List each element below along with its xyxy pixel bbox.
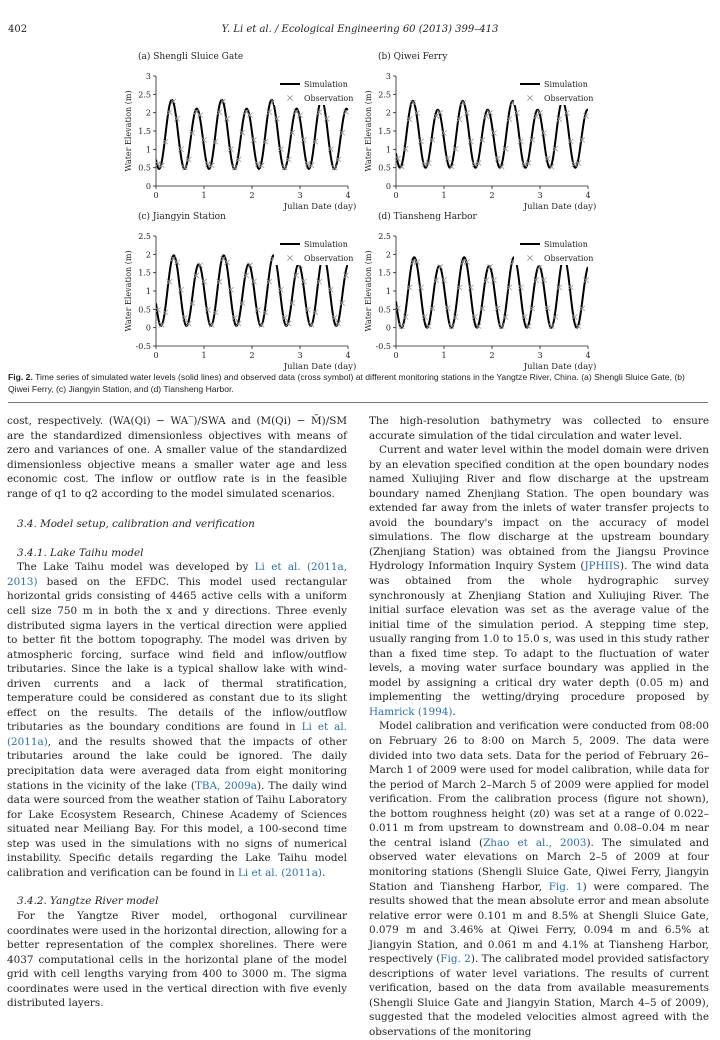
y-tick-label: 1	[385, 287, 391, 296]
y-tick-label: 0.5	[378, 163, 391, 173]
panel-label: (d) Tiansheng Harbor	[378, 212, 477, 222]
citation-link[interactable]: JPHIIS	[584, 560, 621, 573]
paragraph-calibration	[369, 719, 709, 1039]
x-tick-label: 4	[345, 191, 351, 200]
panel-label: (a) Shengli Sluice Gate	[138, 52, 244, 62]
legend-simulation-label: Simulation	[544, 80, 588, 89]
x-tick-label: 1	[441, 191, 447, 200]
x-tick-label: 3	[537, 351, 543, 360]
x-axis-label: Julian Date (day)	[523, 362, 597, 372]
y-axis-label: Water Elevation (m)	[364, 90, 373, 172]
y-tick-label: 1.5	[378, 127, 391, 136]
left-column	[7, 414, 347, 1011]
y-tick-label: 1	[385, 145, 391, 155]
simulation-series-line	[156, 100, 348, 169]
y-tick-label: 0.5	[138, 305, 151, 315]
x-axis-label: Julian Date (day)	[283, 362, 357, 372]
x-tick-label: 4	[585, 191, 591, 200]
x-tick-label: 0	[393, 351, 399, 360]
x-tick-label: 3	[537, 191, 543, 200]
y-tick-label: 2.5	[138, 90, 151, 100]
legend-observation-label: Observation	[304, 94, 354, 103]
y-tick-label: 0	[385, 182, 391, 191]
y-tick-label: 0	[385, 323, 391, 333]
y-tick-label: 0	[145, 182, 151, 191]
y-tick-label: 1.5	[378, 268, 391, 278]
paragraph-bathymetry: The high-resolution bathymetry was collected to ensure accurate simulation of the tidal circulation and water level.	[369, 415, 709, 442]
y-axis-label: Water Elevation (m)	[364, 250, 373, 332]
figure-link[interactable]: Fig. 2	[440, 953, 471, 966]
chart-panel-1	[124, 51, 356, 212]
citation-link[interactable]: Hamrick (1994)	[369, 705, 453, 718]
paragraph-lake-taihu	[7, 560, 347, 880]
text: ). The wind data was obtained from the whole hydrographic survey synchronously at Zhenjiang Station and Xuliujing River. The initial surface elevation was set as the average value of the initial time of the simulation period. A stepping time step, usually ranging from 1.0 to 15.0 s, was used in this study rather than a fixed time step. To adapt to the fluctuation of water levels, a moving water surface boundary was applied in the model by assigning a critical dry water depth (0.05 m) and implementing the wetting/drying procedure proposed by	[369, 560, 709, 704]
x-tick-label: 4	[585, 351, 591, 360]
text: ). The calibrated model provided satisfactory descriptions of water level variations. The results of current verification, based on the data from available measurements (Shengli Sluice Gate and Jiangyin Station, March 4–5 of 2009), suggested that the modeled velocities almost agreed with the observations of the monitoring	[369, 953, 709, 1038]
y-tick-label: 1	[145, 287, 151, 296]
legend-observation-label: Observation	[544, 94, 594, 103]
y-tick-label: 0.5	[378, 305, 391, 315]
y-tick-label: -0.5	[135, 342, 151, 351]
text: ). The simulated and observed water elevations on March 2–5 of 2009 at four monitoring stations (Shengli Sluice Gate, Qiwei Ferry, Jiangyin Station and Tiansheng Harbor,	[369, 836, 709, 893]
x-tick-label: 0	[153, 351, 159, 360]
paragraph-boundary	[369, 443, 709, 719]
section-heading-3-4-2: 3.4.2. Yangtze River model	[17, 895, 159, 908]
text: ) were compared. The results showed that the mean absolute error and mean absolute relative error were 0.101 m and 8.5% at Shengli Sluice Gate, 0.079 m and 3.46% at Qiwei Ferry, 0.094 m and 6.5% at Jiangyin Station, and 0.061 m and 4.1% at Tiansheng Harbor, respectively (	[369, 880, 709, 966]
legend-simulation-label: Simulation	[304, 80, 348, 89]
x-tick-label: 2	[489, 351, 495, 360]
y-tick-label: 0.5	[138, 163, 151, 173]
panel-label: (b) Qiwei Ferry	[378, 52, 448, 62]
text: .	[452, 705, 456, 718]
y-tick-label: 2	[385, 250, 391, 260]
text: Model calibration and verification were conducted from 08:00 on February 26 to 8:00 on March 5, 2009. The data were divided into two data sets. Data for the period of February 26–March 1 of 2009 were used for model calibration, while data for the period of March 2–March 5 of 2009 were applied for model verification. From the calibration process (figure not shown), the bottom roughness height (z0) was set at a range of 0.022–0.011 m from upstream to downstream and 0.08–0.04 m near the central island (	[369, 720, 709, 849]
x-axis-label: Julian Date (day)	[523, 202, 597, 212]
x-tick-label: 2	[249, 191, 255, 200]
right-column	[369, 414, 709, 1040]
caption-divider	[8, 402, 708, 403]
simulation-series-line	[156, 255, 348, 325]
caption-label: Fig. 2.	[8, 372, 33, 382]
figure-link[interactable]: Fig. 1	[548, 880, 583, 893]
chart-panel-2	[364, 51, 596, 212]
chart-panel-3	[124, 211, 356, 372]
x-tick-label: 1	[201, 351, 207, 360]
y-tick-label: 2.5	[138, 232, 151, 241]
text: based on the EFDC. This model used rectangular horizontal grids consisting of 4465 active cells with a uniform cell size 750 m in both the x and y directions. Three evenly distributed sigma layers in the vertical direction were applied to better fit the bottom topography. The model was driven by atmospheric forcing, surface wind field and inflow/outflow tributaries. Since the lake is a typical shallow lake with wind-driven currents and a lack of thermal stratification, temperature could be considered as constant due to its slight effect on the results. The details of the inflow/outflow tributaries as the boundary conditions are found in	[7, 575, 347, 734]
x-tick-label: 1	[201, 191, 207, 200]
legend-simulation-label: Simulation	[544, 240, 588, 249]
y-tick-label: 2	[145, 250, 151, 260]
running-head: Y. Li et al. / Ecological Engineering 60 (2013) 399–413	[221, 24, 499, 35]
citation-link[interactable]: Li et al. (2011a)	[237, 866, 322, 879]
paragraph-objectives: cost, respectively. (WA(Qi) − WA‾)/SWA and (M(Qi) − M̄)/SM are the standardized dimensionless objectives with means of zero and variances of one. A smaller value of the standardized dimensionless objective means a smaller water age and less economic cost. The inflow or outflow rate is in the feasible range of q1 to q2 according to the model simulated scenarios.	[7, 415, 347, 500]
y-axis-label: Water Elevation (m)	[124, 90, 133, 172]
figure-2-charts	[120, 46, 600, 372]
text: , and the results showed that the impacts of other tributaries around the lake could be ignored. The daily precipitation data were averaged data from eight monitoring stations in the vicinity of the lake (	[7, 735, 347, 792]
section-heading-3-4-1: 3.4.1. Lake Taihu model	[17, 546, 144, 559]
text: ). The daily wind data were sourced from the weather station of Taihu Laboratory for Lake Ecosystem Research, Chinese Academy of Sciences situated near Meiliang Bay. For this model, a 100-second time step was used in the simulations with no signs of numerical instability. Specific details regarding the Lake Taihu model calibration and verification can be found in	[7, 779, 347, 879]
x-tick-label: 0	[393, 191, 399, 200]
x-tick-label: 1	[441, 351, 447, 360]
x-tick-label: 4	[345, 351, 351, 360]
y-tick-label: -0.5	[375, 342, 391, 351]
y-tick-label: 1.5	[138, 268, 151, 278]
legend-simulation-label: Simulation	[304, 240, 348, 249]
section-heading-3-4: 3.4. Model setup, calibration and verification	[17, 518, 255, 531]
legend-observation-label: Observation	[304, 254, 354, 263]
citation-link[interactable]: TBA, 2009a	[194, 779, 257, 792]
figure-caption	[8, 371, 708, 395]
y-tick-label: 2	[145, 108, 151, 118]
x-tick-label: 0	[153, 191, 159, 200]
y-tick-label: 1	[145, 145, 151, 155]
chart-panel-4	[364, 211, 596, 372]
y-tick-label: 2	[385, 108, 391, 118]
text: .	[321, 866, 326, 879]
citation-link[interactable]: Li et al. (2011a, 2013)	[7, 561, 347, 588]
x-tick-label: 3	[297, 351, 303, 360]
caption-text: Time series of simulated water levels (solid lines) and observed data (cross symbol) at different monitoring stations in the Yangtze River, China. (a) Shengli Sluice Gate, (b) Qiwei Ferry, (c) Jiangyin Station, and (d) Tiansheng Harbor.	[8, 372, 685, 394]
y-tick-label: 2.5	[378, 232, 391, 241]
page-number: 402	[8, 24, 28, 35]
legend-observation-label: Observation	[544, 254, 594, 263]
citation-link[interactable]: Zhao et al., 2003	[483, 836, 587, 849]
y-tick-label: 3	[385, 72, 391, 81]
y-tick-label: 1.5	[138, 127, 151, 136]
paragraph-yangtze-model: For the Yangtze River model, orthogonal curvilinear coordinates were used in the horizontal direction, allowing for a better representation of the complex shorelines. There were 4037 computational cells in the horizontal plane of the model grid with cell lengths varying from 400 to 3000 m. The sigma coordinates were used in the vertical direction with five evenly distributed layers.	[7, 909, 347, 1010]
panel-label: (c) Jiangyin Station	[138, 212, 226, 222]
x-tick-label: 2	[249, 351, 255, 360]
y-tick-label: 3	[145, 72, 151, 81]
citation-link[interactable]: Li et al. (2011a)	[7, 721, 347, 748]
figure-2	[120, 46, 600, 372]
text: Current and water level within the model domain were driven by an elevation specified condition at the open boundary nodes named Xuliujing River and flow discharge at the upstream boundary named Zhenjiang Station. The open boundary was extended far away from the inlets of water transfer projects to avoid the boundary's impact on the accuracy of model simulations. The flow discharge at the upstream boundary (Zhenjiang Station) was obtained from the Jiangsu Province Hydrology Information Inquiry System (	[369, 444, 709, 573]
text: The Lake Taihu model was developed by	[17, 561, 255, 574]
x-tick-label: 2	[489, 191, 495, 200]
x-tick-label: 3	[297, 191, 303, 200]
y-tick-label: 2.5	[378, 90, 391, 100]
y-axis-label: Water Elevation (m)	[124, 250, 133, 332]
x-axis-label: Julian Date (day)	[283, 202, 357, 212]
y-tick-label: 0	[145, 323, 151, 333]
